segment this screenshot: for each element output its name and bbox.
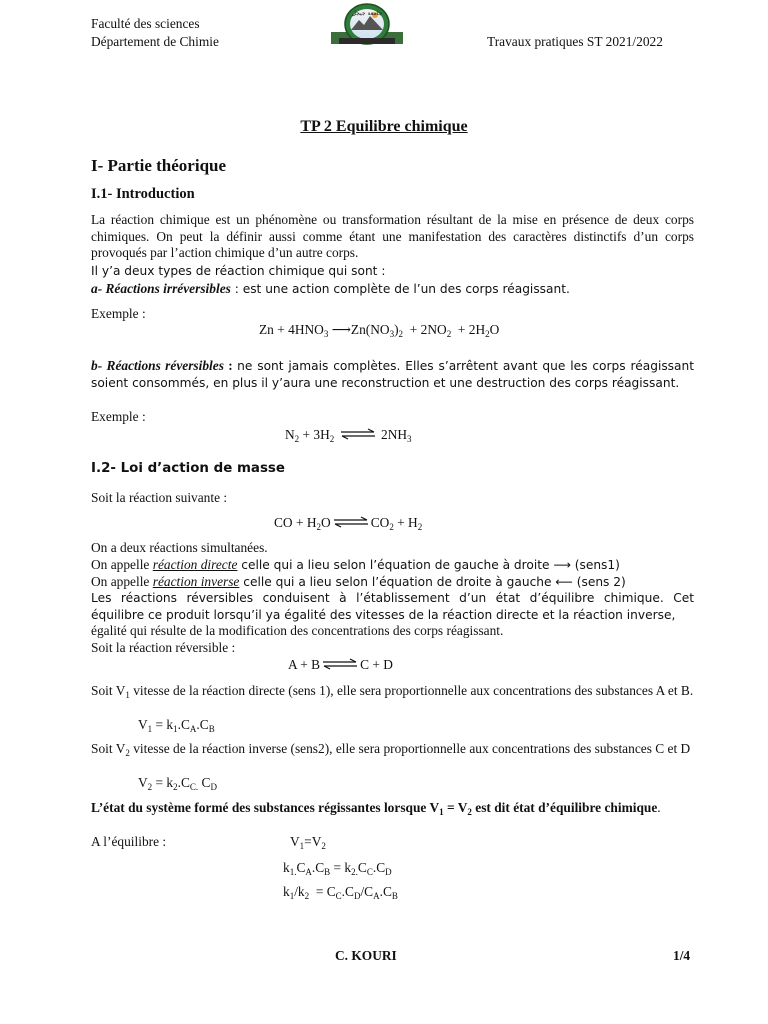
- v2-paragraph: Soit $V_2$ vitesse de la réaction inverse (sens2), elle sera proportionnelle aux concentrations des substances C et D: [91, 741, 691, 758]
- equilibrium-arrow-icon: [340, 428, 376, 440]
- equation-4: A + B C + D: [288, 657, 393, 672]
- simultaneous-reactions-line: On a deux réactions simultanées.: [91, 540, 268, 555]
- equation-2: $N_2 + 3H_2$ $2NH_3$: [285, 427, 412, 444]
- logo-text: جامعة جيجل: [351, 10, 383, 17]
- department-label: Département de Chimie: [91, 34, 219, 49]
- equation-1: $Zn + 4HNO_3$ $⟶Zn(NO_3)_2 + 2NO_2 + 2H_2O$: [259, 322, 500, 339]
- reversible-equilibrium-paragraph: Les réactions réversibles conduisent à l’établissement d’un état d’équilibre chimique. Cet équilibre ce produit lorsqu’il ya égalité des vitesses de la réaction directe et la réaction inverse,: [91, 591, 694, 622]
- v2-formula: $V_2 = k_2.C_{C.}$ $C_D$: [138, 775, 217, 792]
- equation-3: CO + $H_2O$ $CO_2 + H_2$: [274, 515, 423, 532]
- inverse-reaction-line: On appelle réaction inverse celle qui a lieu selon l’équation de droite à gauche ⟵ (sens 2): [91, 574, 626, 589]
- part1-heading: I- Partie théorique: [91, 156, 227, 175]
- equilibrium-state-statement: L’état du système formé des substances régissantes lorsque $V_1 = V_2$ est dit état d’équilibre chimique.: [91, 800, 661, 817]
- equilibrium-k-ratio: $k_1/k_2 = C_C.C_D/C_A.C_B$: [283, 884, 398, 901]
- at-equilibrium-label: A l’équilibre :: [91, 834, 167, 849]
- intro-paragraph: La réaction chimique est un phénomène ou transformation résultant de la mise en présence de deux corps chimiques. On peut la définir aussi comme étant une manifestation des caractères distinctifs d’un corps provoqués par l’action chimique d’un autre corps.: [91, 212, 694, 260]
- equality-line: égalité qui résulte de la modification des concentrations des corps réagissant.: [91, 623, 504, 638]
- equilibrium-arrow-icon: [333, 516, 369, 528]
- equilibrium-arrow-icon: [322, 658, 358, 670]
- course-label: Travaux pratiques ST 2021/2022: [487, 34, 663, 49]
- irreversible-definition: a- Réactions irréversibles : est une action complète de l’un des corps réagissant.: [91, 281, 570, 296]
- section-1-2-heading: I.2- Loi d’action de masse: [91, 461, 285, 476]
- soit-reversible-label: Soit la réaction réversible :: [91, 640, 236, 655]
- soit-reaction-label: Soit la réaction suivante :: [91, 490, 228, 505]
- v1-formula: $V_1 = k_1.C_A.C_B$: [138, 717, 215, 734]
- v1-paragraph: Soit $V_1$ vitesse de la réaction directe (sens 1), elle sera proportionnelle aux concentrations des substances A et B.: [91, 683, 694, 700]
- university-logo: [331, 2, 403, 48]
- example-1-label: Exemple :: [91, 306, 146, 321]
- footer-author: C. KOURI: [335, 948, 397, 963]
- example-2-label: Exemple :: [91, 409, 146, 424]
- faculty-label: Faculté des sciences: [91, 16, 200, 31]
- equilibrium-k-equality: $k_{1.}C_A.C_B = k_{2.}C_C.C_D$: [283, 860, 392, 877]
- section-1-1-heading: I.1- Introduction: [91, 186, 195, 202]
- direct-reaction-line: On appelle réaction directe celle qui a lieu selon l’équation de gauche à droite ⟶ (sens1): [91, 557, 620, 572]
- equilibrium-v-equality: $V_1=V_2$: [290, 834, 326, 851]
- intro-types-line: Il y’a deux types de réaction chimique qui sont :: [91, 264, 386, 278]
- page-title: TP 2 Equilibre chimique: [300, 118, 468, 135]
- reversible-definition: b- Réactions réversibles : ne sont jamais complètes. Elles s’arrêtent avant que les corps réagissant soient consommés, en plus il y’aura une reconstruction et une destruction des corps réagissant.: [91, 358, 694, 390]
- footer-page-number: 1/4: [673, 948, 691, 963]
